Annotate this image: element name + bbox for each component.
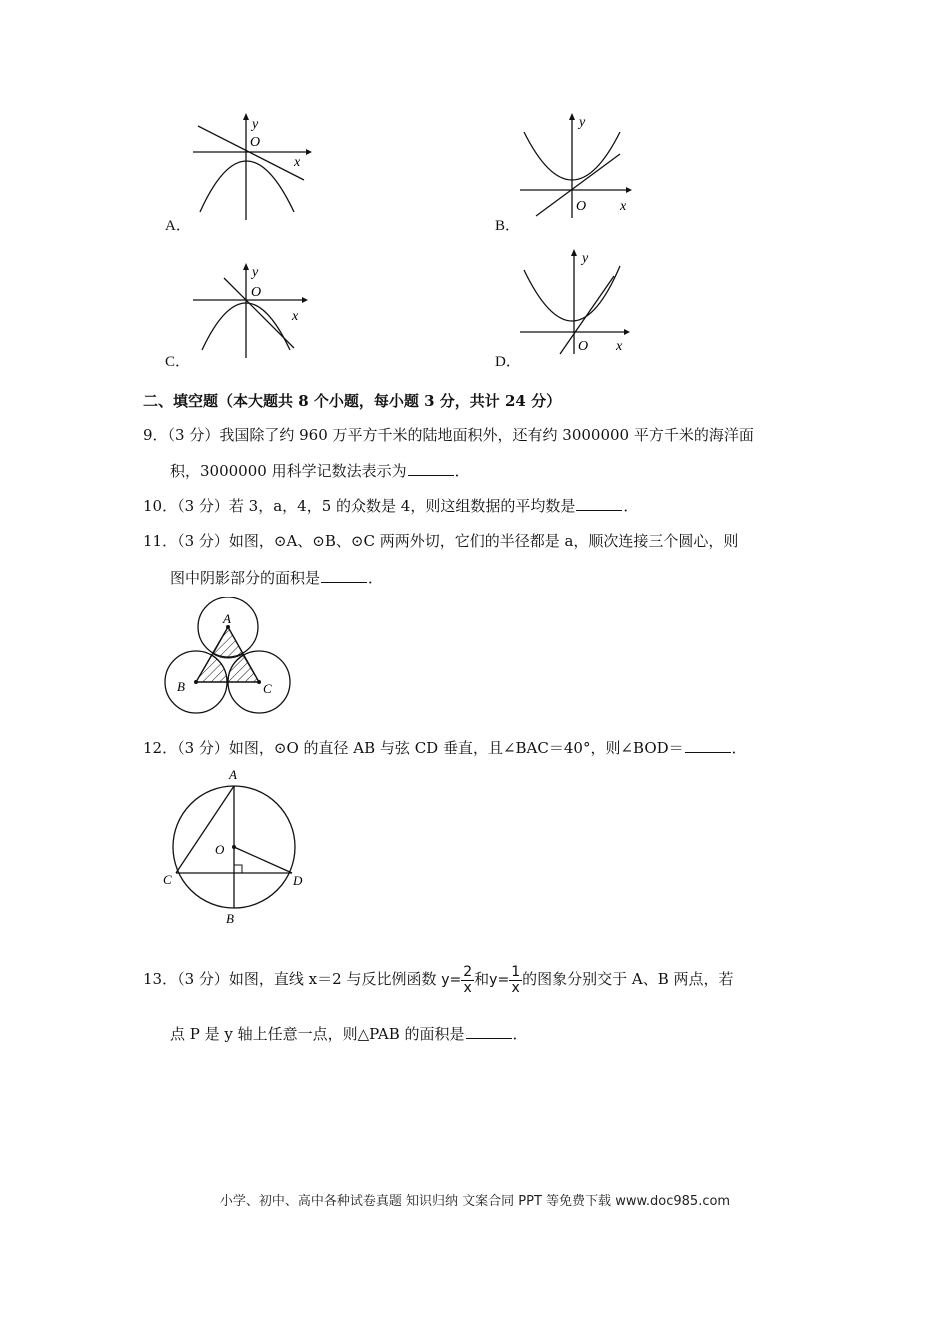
q10-line: 10．（3 分）若 3，a，4，5 的众数是 4，则这组数据的平均数是 ． — [143, 497, 639, 515]
q13-fraction-2-over-x: $\frac{2}{x}$ — [463, 963, 473, 996]
q12-label-c: C — [163, 872, 172, 887]
q9-answer-blank[interactable] — [408, 461, 454, 476]
q11-figure — [160, 597, 306, 717]
q13-line2: 点 P 是 y 轴上任意一点，则△PAB 的面积是 ． — [170, 1025, 528, 1043]
y-axis-label: y — [252, 265, 259, 280]
q13-func1-lhs: y= — [441, 972, 462, 988]
q12-label-b: B — [226, 911, 234, 926]
x-axis-label: x — [292, 309, 299, 324]
option-d-label: D． — [495, 354, 521, 370]
origin-label: O — [251, 285, 262, 300]
q9-line2: 积，3000000 用科学记数法表示为 ． — [170, 462, 470, 480]
q9-line1: 9．（3 分）我国除了约 960 万平方千米的陆地面积外，还有约 3000000 平方千米的海洋面 — [143, 426, 754, 444]
q13-line1: 13．（3 分）如图，直线 x＝2 与反比例函数 y= $\frac{2}{x}$ 和y= $\frac{1}{x}$ 的图象分别交于 A、B 两点，若 — [143, 963, 734, 996]
q13-text: 13．（3 分）如图，直线 x＝2 与反比例函数 — [143, 970, 442, 988]
q11-text: 图中阴影部分的面积是 — [170, 569, 321, 587]
q11-line2: 图中阴影部分的面积是 ． — [170, 569, 384, 587]
q12-line: 12．（3 分）如图，⊙O 的直径 AB 与弦 CD 垂直，且∠BAC＝40°，则∠BOD＝ ． — [143, 739, 747, 757]
option-b-graph — [516, 110, 636, 222]
q10-answer-blank[interactable] — [576, 496, 622, 511]
page-footer: 小学、初中、高中各种试卷真题 知识归纳 文案合同 PPT 等免费下载 www.doc985.com — [219, 1194, 731, 1209]
q12-answer-blank[interactable] — [685, 738, 731, 753]
q13-func2-lhs: y= — [489, 972, 510, 988]
q11-label-a: A — [223, 611, 231, 626]
q13-answer-blank[interactable] — [466, 1024, 512, 1039]
option-a-label: A． — [165, 218, 191, 234]
y-axis-label: y — [252, 117, 259, 132]
q9-text: 积，3000000 用科学记数法表示为 — [170, 462, 407, 480]
q11-answer-blank[interactable] — [321, 568, 367, 583]
x-axis-label: x — [620, 199, 627, 214]
origin-label: O — [576, 199, 587, 214]
option-c-label: C． — [165, 354, 191, 370]
origin-label: O — [578, 339, 589, 354]
q11-line1: 11．（3 分）如图，⊙A、⊙B、⊙C 两两外切，它们的半径都是 a，顺次连接三个圆心，则 — [143, 532, 739, 550]
option-d-graph — [516, 246, 636, 358]
option-b-label: B． — [495, 218, 521, 234]
origin-label: O — [250, 135, 261, 150]
q12-text: 12．（3 分）如图，⊙O 的直径 AB 与弦 CD 垂直，且∠BAC＝40°，则∠BOD＝ — [143, 739, 684, 757]
q13-fraction-1-over-x: $\frac{1}{x}$ — [511, 963, 521, 996]
q12-label-d: D — [293, 873, 303, 888]
q12-label-a: A — [229, 767, 237, 782]
q10-text: 10．（3 分）若 3，a，4，5 的众数是 4，则这组数据的平均数是 — [143, 497, 576, 515]
option-a-graph — [188, 112, 312, 224]
x-axis-label: x — [616, 339, 623, 354]
q11-label-b: B — [177, 679, 185, 694]
option-c-graph — [188, 262, 312, 362]
q12-figure — [158, 765, 318, 927]
q13-text2: 点 P 是 y 轴上任意一点，则△PAB 的面积是 — [170, 1025, 465, 1043]
q11-label-c: C — [263, 681, 272, 696]
y-axis-label: y — [582, 251, 589, 266]
y-axis-label: y — [579, 115, 586, 130]
section-title: 二、填空题（本大题共 8 个小题，每小题 3 分，共计 24 分） — [143, 392, 562, 410]
x-axis-label: x — [294, 155, 301, 170]
q12-label-o: O — [215, 842, 225, 857]
